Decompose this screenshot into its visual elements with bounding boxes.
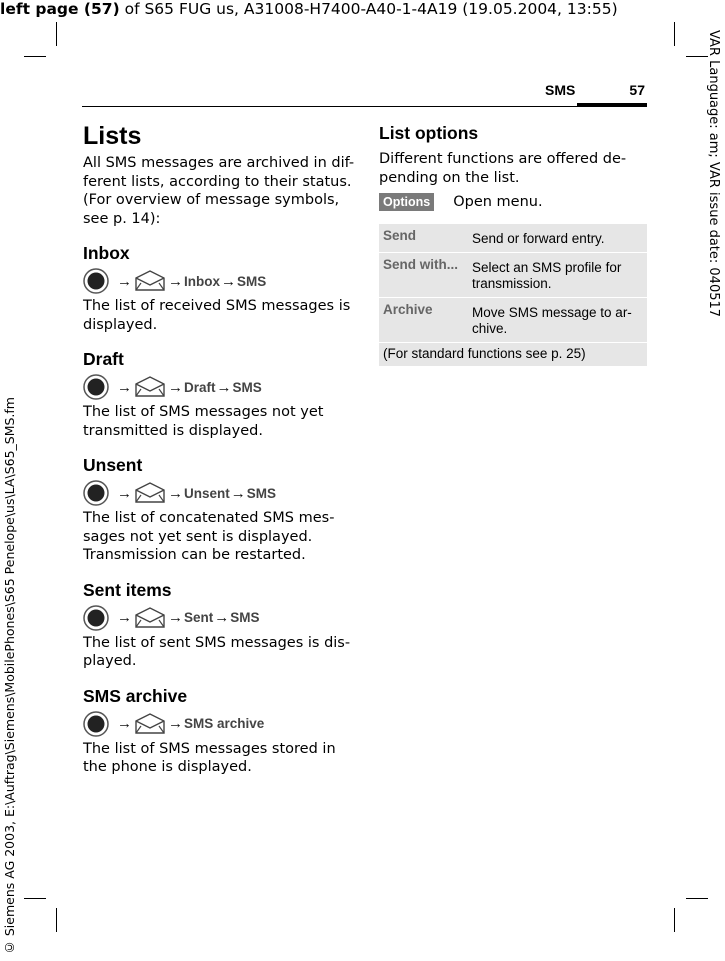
print-header xyxy=(0,0,618,18)
crop-mark xyxy=(24,898,46,899)
arrow-icon: → xyxy=(117,378,132,396)
crop-mark xyxy=(56,908,57,932)
options-footnote: (For standard functions see p. 25) xyxy=(379,343,647,366)
page-number: 57 xyxy=(629,82,645,98)
option-value: Send or forward entry. xyxy=(472,231,605,246)
joystick-icon xyxy=(83,374,109,400)
inbox-title: Inbox xyxy=(83,243,130,263)
running-head xyxy=(515,82,647,100)
envelope-icon xyxy=(133,268,167,294)
inbox-path xyxy=(83,268,358,294)
draft-path-step: SMS xyxy=(232,379,262,395)
print-header-info: of S65 FUG us, A31008-H7400-A40-1-4A19 (19.05.2004, 13:55) xyxy=(119,0,618,18)
sms-archive-text: The list of SMS messages stored in the phone is displayed. xyxy=(83,740,336,775)
crop-mark xyxy=(674,22,675,46)
header-tab xyxy=(577,103,647,107)
crop-mark xyxy=(56,22,57,46)
joystick-icon xyxy=(83,268,109,294)
crop-mark xyxy=(686,56,708,57)
joystick-icon xyxy=(83,605,109,631)
unsent-path-step: SMS xyxy=(246,485,277,501)
arrow-icon: → xyxy=(230,484,246,502)
draft-path-step: Draft xyxy=(184,379,216,395)
sent-items-text: The list of sent SMS messages is dis-played. xyxy=(83,634,351,669)
options-table xyxy=(379,224,647,366)
inbox-path-step: Inbox xyxy=(184,273,220,289)
envelope-icon xyxy=(133,480,167,506)
joystick-icon xyxy=(83,480,109,506)
sent-items-path xyxy=(83,605,358,631)
inbox-path-step: SMS xyxy=(237,273,267,289)
sms-archive-title: SMS archive xyxy=(83,685,188,706)
list-options-title: List options xyxy=(379,123,479,143)
option-key: Archive xyxy=(383,302,433,317)
arrow-icon: → xyxy=(117,609,132,626)
arrow-icon: → xyxy=(168,378,183,396)
list-options-intro: Different functions are offered de-pending on the list. xyxy=(379,151,627,186)
crop-mark xyxy=(674,908,675,932)
unsent-path-step: Unsent xyxy=(184,485,230,501)
sms-archive-path xyxy=(83,711,358,737)
options-softkey-desc: Open menu. xyxy=(453,194,543,210)
crop-mark xyxy=(686,898,708,899)
sent-items-path-step: SMS xyxy=(230,610,260,625)
option-value: Move SMS message to ar-chive. xyxy=(472,305,632,336)
unsent-text: The list of concatenated SMS mes-sages not yet sent is displayed. Transmission can be restarted. xyxy=(83,510,335,563)
joystick-icon xyxy=(83,711,109,737)
envelope-icon xyxy=(133,605,167,631)
running-head-section: SMS xyxy=(545,82,576,98)
table-row xyxy=(379,224,647,253)
envelope-icon xyxy=(133,374,167,400)
draft-path xyxy=(83,374,358,400)
draft-text: The list of SMS messages not yet transmitted is displayed. xyxy=(83,404,324,439)
table-row xyxy=(379,298,647,343)
options-softkey: Options xyxy=(379,193,434,211)
sent-items-title: Sent items xyxy=(83,579,172,600)
arrow-icon: → xyxy=(117,484,132,502)
arrow-icon: → xyxy=(168,272,183,290)
arrow-icon: → xyxy=(216,378,232,396)
arrow-icon: → xyxy=(168,715,183,732)
arrow-icon: → xyxy=(117,272,132,290)
header-rule xyxy=(82,106,577,107)
left-column xyxy=(83,122,358,777)
sms-archive-path-step: SMS archive xyxy=(184,716,265,731)
table-row xyxy=(379,253,647,298)
print-header-page: left page (57) xyxy=(0,0,120,18)
arrow-icon: → xyxy=(168,609,183,626)
right-column xyxy=(379,122,647,366)
arrow-icon: → xyxy=(221,272,236,290)
side-text-right: VAR Language: am; VAR issue date: 040517 xyxy=(706,30,721,318)
envelope-icon xyxy=(133,711,167,737)
unsent-title: Unsent xyxy=(83,455,143,475)
sent-items-path-step: Sent xyxy=(184,610,214,625)
option-key: Send xyxy=(383,228,417,243)
crop-mark xyxy=(24,56,46,57)
softkey-row xyxy=(379,193,647,211)
arrow-icon: → xyxy=(168,484,183,502)
draft-title: Draft xyxy=(83,349,124,369)
arrow-icon: → xyxy=(117,715,132,732)
lists-title: Lists xyxy=(83,122,142,150)
arrow-icon: → xyxy=(214,609,230,626)
lists-intro: All SMS messages are archived in dif-ferent lists, according to their status. (For overview of message symbols, see p. 14): xyxy=(83,155,355,227)
option-value: Select an SMS profile for transmission. xyxy=(472,260,622,291)
unsent-path xyxy=(83,480,358,506)
side-text-left: © Siemens AG 2003, E:\Auftrag\Siemens\MobilePhones\S65 Penelope\us\LA\S65_SMS.fm xyxy=(2,396,17,955)
option-key: Send with... xyxy=(383,257,459,272)
inbox-text: The list of received SMS messages is displayed. xyxy=(83,298,351,333)
